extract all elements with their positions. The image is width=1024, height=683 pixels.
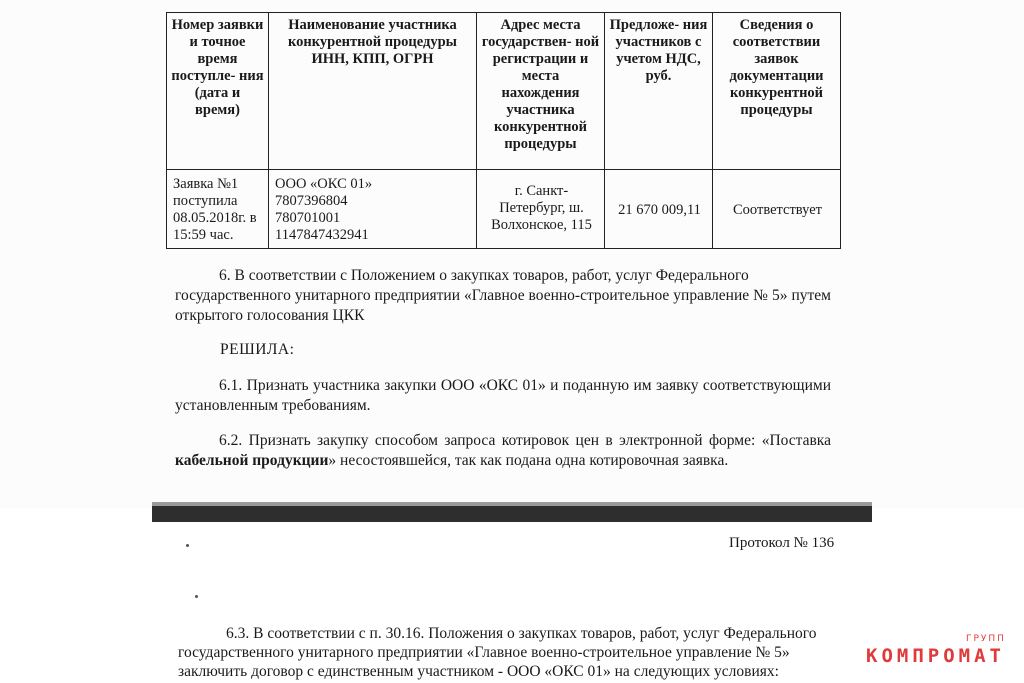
page-break-bar [152,506,872,522]
scan-speck [186,544,189,547]
section-6-3-line1: 6.3. В соответствии с п. 30.16. Положения о закупках товаров, работ, услуг Федерального [226,625,817,642]
section-6-3-paragraph [178,624,838,681]
section-6-rest: государственного унитарного предприятии «Главное военно-строительное управление № 5» путем открытого голосования ЦКК [175,287,831,324]
watermark-logo: КОМПРОМАТ [866,645,1005,667]
participant-inn: 7807396804 [275,193,348,209]
protocol-header: Протокол № 136 [729,535,835,551]
table-header-row [167,13,841,170]
watermark-small-text: ГРУПП [966,634,1006,644]
cell-participant [269,170,477,249]
section-6-3-rest: государственного унитарного предприятии «Главное военно-строительное управление № 5» заключить договор с единственным участником - ООО «ОКС 01» на следующих условиях: [178,644,790,680]
section-6-1-paragraph: 6.1. Признать участника закупки ООО «ОКС 01» и поданную им заявку соответствующими установленным требованиям. [175,377,831,414]
header-compliance: Сведения о соответствии заявок документации конкурентной процедуры [713,13,841,170]
section-6-2-tail: » несостоявшейся, так как подана одна котировочная заявка. [328,452,729,469]
scan-speck [195,595,198,598]
cell-offer: 21 670 009,11 [605,170,713,249]
cell-bid: Заявка №1 поступила 08.05.2018г. в 15:59 час. [167,170,269,249]
header-participant: Наименование участника конкурентной процедуры ИНН, КПП, ОГРН [269,13,477,170]
table-row [167,170,841,249]
cell-address: г. Санкт- Петербург, ш. Волхонское, 115 [477,170,605,249]
decided-heading: РЕШИЛА: [220,341,295,358]
section-6-line1: 6. В соответствии с Положением о закупках товаров, работ, услуг Федерального [219,267,749,284]
section-6-2-bold: кабельной продукции [175,452,329,469]
participant-ogrn: 1147847432941 [275,227,369,243]
header-address: Адрес места государствен- ной регистрации и места нахождения участника конкурентной процедуры [477,13,605,170]
participant-name: ООО «ОКС 01» [275,176,373,192]
cell-compliance: Соответствует [713,170,841,249]
participant-kpp: 780701001 [275,210,341,226]
section-6-2-lead: 6.2. Признать закупку способом запроса котировок цен в электронной форме: «Поставка [219,432,831,449]
bids-table [166,12,841,249]
header-bid-number: Номер заявки и точное время поступле- ния (дата и время) [167,13,269,170]
header-offer: Предложе- ния участников с учетом НДС, руб. [605,13,713,170]
section-6-2-paragraph [175,431,831,471]
section-6-paragraph [175,266,831,326]
